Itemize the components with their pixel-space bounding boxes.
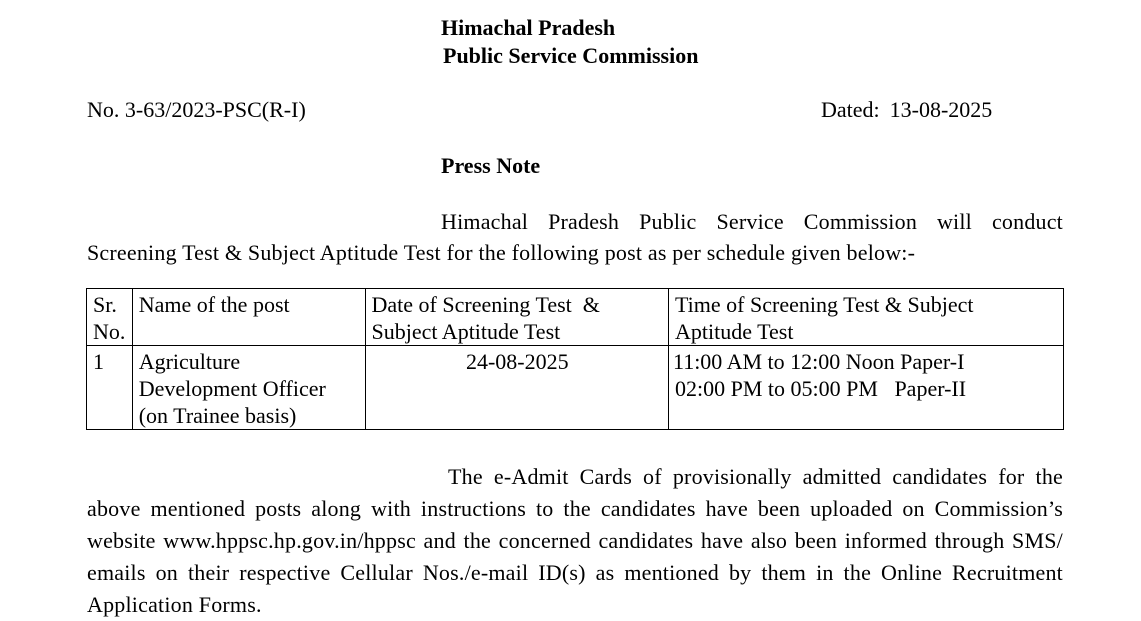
time-line1: 11:00 AM to 12:00 Noon Paper-I [673,349,965,374]
header-post: Name of the post [138,292,290,317]
document-title: Press Note [441,153,541,178]
table-header-row [87,289,1064,346]
post-line2: Development Officer [138,376,326,401]
header-cell-time [669,289,1064,346]
header-cell-date [365,289,668,346]
header-date-line1: Date of Screening Test & [371,292,600,317]
organization-header [441,14,698,70]
header-date-line2: Subject Aptitude Test [371,319,561,344]
cell-time [669,346,1064,430]
admit-card-paragraph: The e-Admit Cards of provisionally admitted candidates for the above mentioned posts along with instructions to the candidates have been uploaded on Commission’s website www.hppsc.hp.gov.in/hppsc and the concerned candidates have also been informed through SMS/ emails on their respective Cellular Nos./e-mail ID(s) as mentioned by them in the Online Recruitment Application Forms. [87,464,1063,617]
header-sr-line2: No. [93,319,126,344]
post-line3: (on Trainee basis) [138,403,297,428]
header-time-line2: Aptitude Test [675,319,794,344]
header-cell-post [132,289,365,346]
header-time-line1: Time of Screening Test & Subject [675,292,974,317]
post-line1: Agriculture [138,349,241,374]
reference-number: No. 3-63/2023-PSC(R-I) [87,97,306,122]
cell-sr: 1 [87,346,133,430]
time-line2: 02:00 PM to 05:00 PM Paper-II [675,376,967,401]
schedule-table [86,288,1064,430]
dated-label: Dated: [821,97,880,122]
header-cell-sr [87,289,133,346]
dated-block [821,96,992,124]
cell-post [132,346,365,430]
dated-value: 13-08-2025 [889,97,993,122]
table-row [87,346,1064,430]
organization-name-line2: Public Service Commission [443,43,699,68]
header-sr-line1: Sr. [93,292,117,317]
organization-name-line1: Himachal Pradesh [441,15,616,40]
intro-paragraph: Himachal Pradesh Public Service Commission will conduct Screening Test & Subject Aptitude Test for the following post as per schedule given below:- [87,209,1063,265]
cell-date: 24-08-2025 [365,346,668,430]
